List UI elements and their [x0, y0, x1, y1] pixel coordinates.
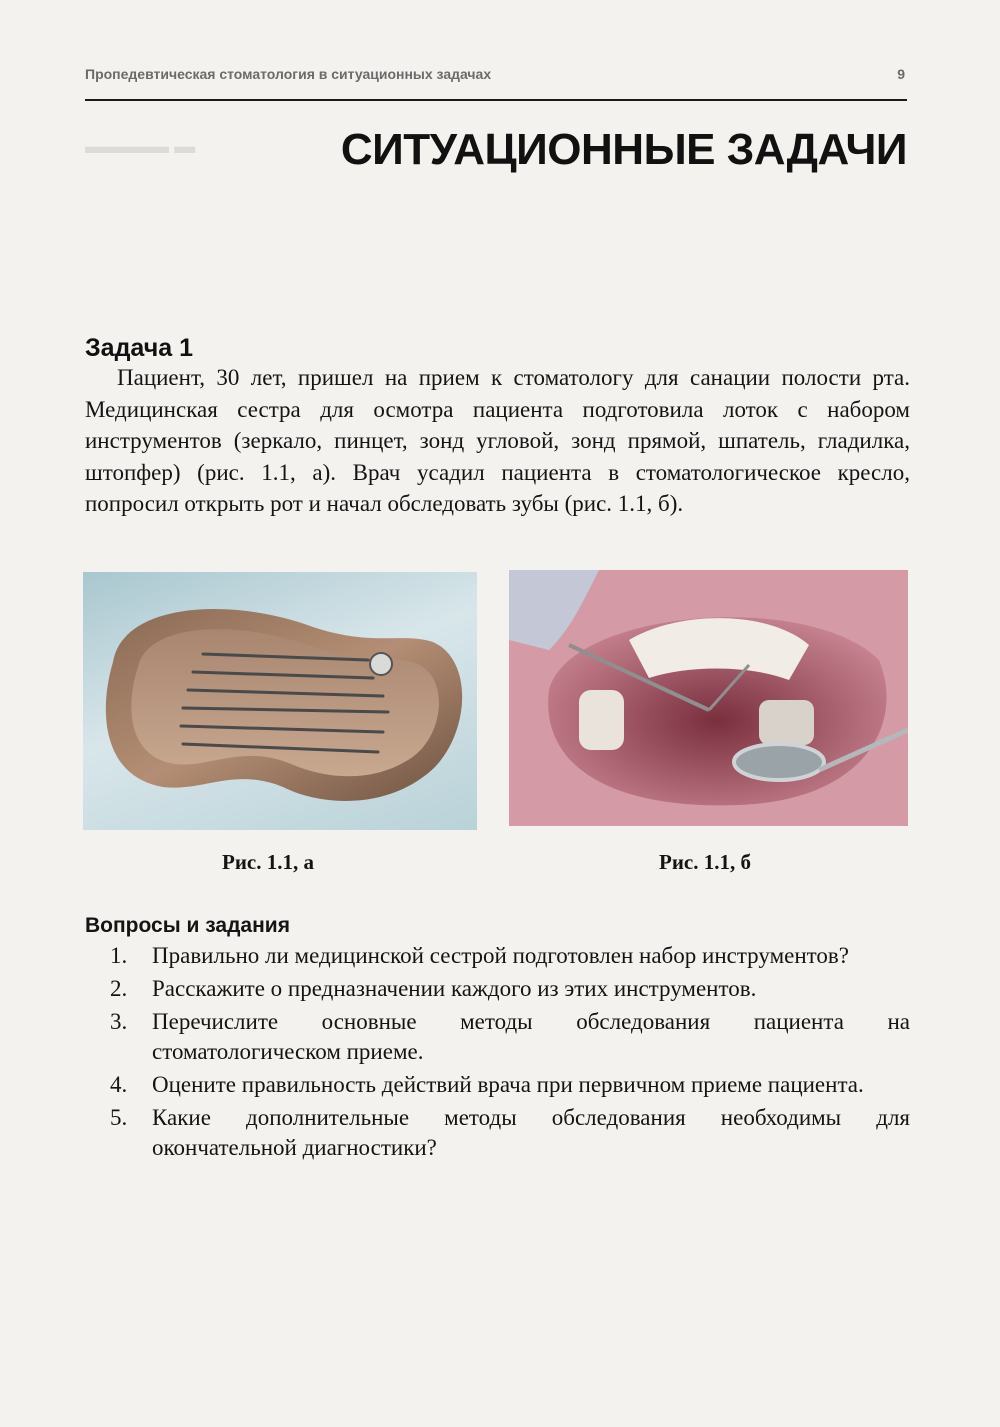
question-number: 1.	[110, 943, 128, 968]
question-text: Оцените правильность действий врача при первичном приеме пациента.	[152, 1072, 864, 1097]
section-title: СИТУАЦИОННЫЕ ЗАДАЧИ	[340, 125, 907, 174]
mouth-examination-illustration	[509, 570, 908, 826]
question-number: 2.	[110, 976, 128, 1001]
task-text: Пациент, 30 лет, пришел на прием к стоматологу для санации полости рта. Медицинская сестра для осмотра пациента подготовила лоток с набором инструментов (зеркало, пинцет, зонд угловой, зонд прямой, шпатель, гладилка, штопфер) (рис. 1.1, а). Врач усадил пациента в стоматологическое кресло, попросил открыть рот и начал обследовать зубы (рис. 1.1, б).	[85, 365, 910, 516]
questions-heading: Вопросы и задания	[85, 914, 290, 937]
figure-b-caption: Рис. 1.1, б	[659, 850, 751, 874]
page-number: 9	[897, 66, 905, 82]
question-number: 4.	[110, 1072, 128, 1097]
running-title: Пропедевтическая стоматология в ситуационных задачах	[85, 66, 492, 82]
kidney-tray-illustration	[83, 572, 477, 830]
question-text: Правильно ли медицинской сестрой подготовлен набор инструментов?	[152, 943, 849, 968]
question-item	[110, 941, 910, 971]
question-number: 5.	[110, 1105, 128, 1130]
question-item	[110, 1070, 910, 1100]
header-rule	[85, 99, 907, 101]
figure-a-caption: Рис. 1.1, а	[222, 850, 314, 874]
question-text: Перечислите основные методы обследования пациента на стоматологическом приеме.	[152, 1009, 910, 1064]
question-item	[110, 974, 910, 1004]
running-header	[85, 66, 905, 82]
question-text: Расскажите о предназначении каждого из этих инструментов.	[152, 976, 757, 1001]
question-item	[110, 1007, 910, 1067]
figure-oral-examination	[509, 570, 908, 826]
questions-list	[110, 941, 910, 1166]
task-heading: Задача 1	[85, 334, 193, 362]
figure-instrument-tray	[83, 572, 477, 830]
bleed-through-text: ▬▬▬▬ ▬	[85, 134, 196, 158]
question-number: 3.	[110, 1009, 128, 1034]
question-text: Какие дополнительные методы обследования необходимы для окончательной диагностики?	[152, 1105, 910, 1160]
question-item	[110, 1103, 910, 1163]
